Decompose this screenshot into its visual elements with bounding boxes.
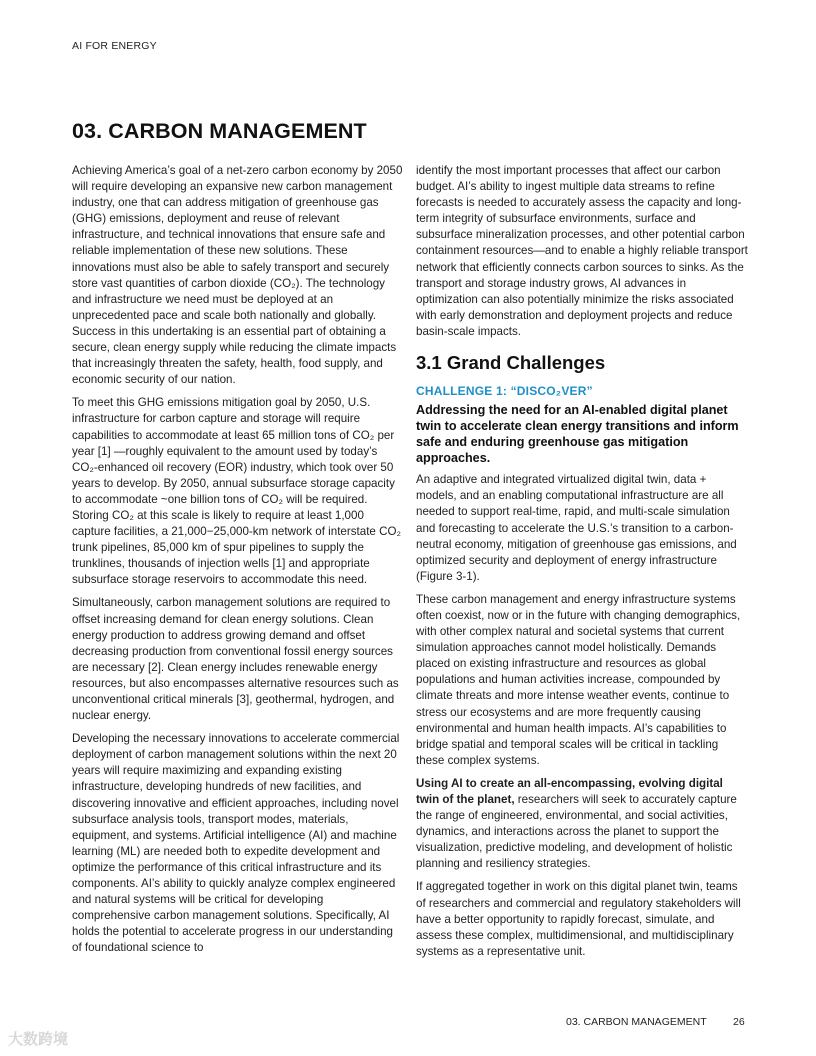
right-column (416, 163, 749, 967)
footer-section-label: 03. CARBON MANAGEMENT (566, 1016, 707, 1028)
left-column (72, 163, 405, 964)
paragraph-body-text: researchers will seek to accurately capture the range of engineered, environmental, and social activities, dynamics, and interactions across the planet to support the visualization, predictive modeling, and development of holistic planning and resiliency strategies. (416, 793, 737, 871)
paragraph-emissions-goal: To meet this GHG emissions mitigation goal by 2050, U.S. infrastructure for carbon capture and storage will require capabilities to accommodate at least 65 million tons of CO₂ per year [1] —roughly equivalent to the amount used by today’s CO₂-enhanced oil recovery (EOR) industry, which took over 50 years to develop. By 2050, annual subsurface storage capacity to accommodate ~one billion tons of CO₂ will be required. Storing CO₂ at this scale is likely to require at least 1,000 capture facilities, a 21,000−25,000-km network of interstate CO₂ trunk pipelines, 85,000 km of spur pipelines to supply the trunklines, thousands of injection wells [1] and appropriate subsurface storage reservoirs to accommodate this need. (72, 396, 401, 587)
paragraph-complex-systems: These carbon management and energy infrastructure systems often coexist, now or in the future with changing demographics, with other complex natural and societal systems that current simulation approaches cannot model holistically. Demands placed on existing infrastructure and resources as global populations and human activities increase, compounded by climate threats and more intense weather events, continue to stress our ecosystems and are more frequently causing environmental and human health impacts. AI’s capabilities to bridge spatial and temporal scales will be critical in tackling these complex systems. (416, 592, 741, 767)
challenge-heading: Addressing the need for an AI-enabled digital planet twin to accelerate clean energy transitions and inform safe and enduring greenhouse gas mitigation approaches. (416, 403, 739, 466)
paragraph-innovations: Developing the necessary innovations to accelerate commercial deployment of carbon management solutions within the next 20 years will require maximizing and expanding existing infrastructure, developing hundreds of new facilities, and discovering innovative and efficient approaches, including novel subsurface analysis tools, transport modes, materials, equipment, and systems. Artificial intelligence (AI) and machine learning (ML) are needed both to expedite development and optimize the performance of this critical infrastructure and its components. AI’s ability to quickly analyze complex engineered and natural systems will be critical for developing comprehensive carbon management solutions. Specifically, AI holds the potential to accelerate progress in our understanding of foundational science to (72, 732, 400, 955)
paragraph-clean-energy: Simultaneously, carbon management solutions are required to offset increasing demand for clean energy solutions. Clean energy production to address growing demand and offset decreasing production from conventional fossil energy sources are necessary [2]. Clean energy includes renewable energy resources, but also encompasses alternative resources such as unconventional critical minerals [3], geothermal, hydrogen, and nuclear energy. (72, 596, 399, 723)
challenge-label: CHALLENGE 1: “DISCO₂VER” (416, 384, 593, 399)
paragraph-lead-text: Using AI to create an all-encompassing, evolving digital twin of the planet, (416, 776, 723, 806)
page-number: 26 (733, 1016, 745, 1028)
paragraph-ai-planet-twin (416, 776, 749, 873)
paragraph-carbon-budget: identify the most important processes that affect our carbon budget. AI’s ability to ingest multiple data streams to refine forecasts is needed to accurately assess the capacity and long-term integrity of subsurface environments, surface and subsurface mineralization processes, and other potential carbon containment resources—and to enable a highly reliable transport network that efficiently connects carbon sources to sinks. As the transport and storage industry grows, AI advances in optimization can also potentially minimize the risks associated with early demonstration and deployment projects and reduce basin-scale impacts. (416, 164, 748, 338)
section-title: 3.1 Grand Challenges (416, 352, 606, 374)
watermark: 大数跨境 (8, 1031, 69, 1048)
chapter-title: 03. CARBON MANAGEMENT (72, 119, 367, 143)
paragraph-aggregated: If aggregated together in work on this digital planet twin, teams of researchers and commercial and regulatory stakeholders will have a better opportunity to rapidly forecast, simulate, and assess these complex, multidimensional, and multidisciplinary systems as a representative unit. (416, 880, 741, 958)
running-header: AI FOR ENERGY (72, 40, 157, 52)
paragraph-net-zero: Achieving America’s goal of a net-zero carbon economy by 2050 will require developing an expansive new carbon management industry, one that can address mitigation of greenhouse gas (GHG) emissions, deployment and reuse of relevant infrastructure, and technical innovations that ensure safe and reliable implementation of these new solutions. These innovations must also be able to safely transport and securely store vast quantities of carbon dioxide (CO₂). The technology and infrastructure we need must be deployed at an unprecedented pace and scale both nationally and globally. Success in this undertaking is an essential part of obtaining a secure, clean energy supply while reducing the climate impacts that increasingly threaten the safety, health, food supply, and economic security of our nation. (72, 164, 403, 387)
paragraph-digital-twin: An adaptive and integrated virtualized digital twin, data + models, and an enabling computational infrastructure are all needed to support real-time, rapid, and multi-scale simulation and forecasting to accelerate the U.S.’s transition to a carbon-neutral economy, mitigation of greenhouse gas emissions, and optimized security and deployment of energy infrastructure (Figure 3-1). (416, 473, 737, 583)
